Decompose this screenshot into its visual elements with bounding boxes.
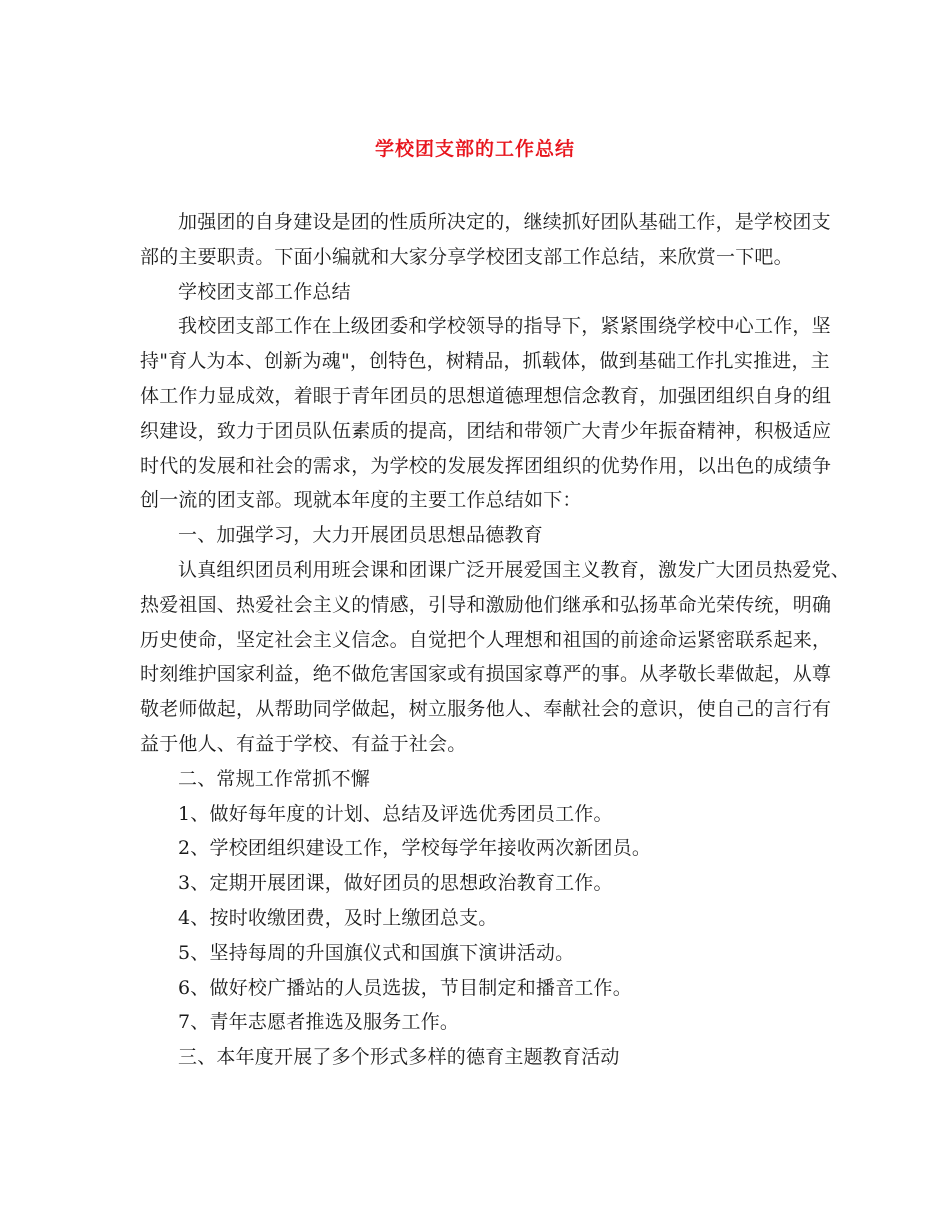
text-line: 5、坚持每周的升国旗仪式和国旗下演讲活动。	[178, 941, 575, 964]
text-line: 加强团的自身建设是团的性质所决定的，继续抓好团队基础工作，是学校团支	[178, 211, 831, 233]
text-line: 益于他人、有益于学校、有益于社会。	[140, 732, 467, 755]
text-line: 热爱祖国、热爱社会主义的情感，引导和激励他们继承和弘扬革命光荣传统，明确	[140, 593, 832, 616]
text-line: 4、按时收缴团费，及时上缴团总支。	[178, 906, 498, 929]
text-line: 历史使命，坚定社会主义信念。自觉把个人理想和祖国的前途命运紧密联系起来，	[140, 628, 832, 651]
text-line: 创一流的团支部。现就本年度的主要工作总结如下：	[140, 489, 582, 512]
text-line: 我校团支部工作在上级团委和学校领导的指导下，紧紧围绕学校中心工作，坚	[178, 315, 831, 338]
text-line: 学校团支部工作总结	[178, 280, 351, 303]
text-line: 2、学校团组织建设工作，学校每学年接收两次新团员。	[178, 837, 652, 860]
text-line: 认真组织团员利用班会课和团课广泛开展爱国主义教育，激发广大团员热爱党、	[178, 558, 851, 581]
text-line: 二、常规工作常抓不懈	[178, 767, 371, 790]
text-line: 1、做好每年度的计划、总结及评选优秀团员工作。	[178, 802, 613, 825]
text-line: 7、青年志愿者推选及服务工作。	[178, 1011, 460, 1034]
document-body	[140, 205, 851, 1075]
text-line: 时刻维护国家利益，绝不做危害国家或有损国家尊严的事。从孝敬长辈做起，从尊	[140, 663, 832, 686]
text-line: 3、定期开展团课，做好团员的思想政治教育工作。	[178, 872, 613, 895]
text-line: 三、本年度开展了多个形式多样的德育主题教育活动	[178, 1046, 620, 1069]
text-line: 体工作力显成效，着眼于青年团员的思想道德理想信念教育，加强团组织自身的组	[140, 384, 832, 407]
document-title: 学校团支部的工作总结	[374, 138, 575, 160]
text-line: 部的主要职责。下面小编就和大家分享学校团支部工作总结，来欣赏一下吧。	[140, 245, 793, 268]
text-line: 一、加强学习，大力开展团员思想品德教育	[178, 524, 543, 547]
text-line: 织建设，致力于团员队伍素质的提高，团结和带领广大青少年振奋精神，积极适应	[140, 419, 832, 442]
text-line: 持"育人为本、创新为魂"，创特色，树精品，抓载体，做到基础工作扎实推进，主	[140, 350, 830, 373]
text-line: 6、做好校广播站的人员选拔，节目制定和播音工作。	[178, 976, 632, 999]
text-line: 时代的发展和社会的需求，为学校的发展发挥团组织的优势作用，以出色的成绩争	[140, 454, 832, 477]
text-line: 敬老师做起，从帮助同学做起，树立服务他人、奉献社会的意识，使自己的言行有	[140, 698, 832, 721]
